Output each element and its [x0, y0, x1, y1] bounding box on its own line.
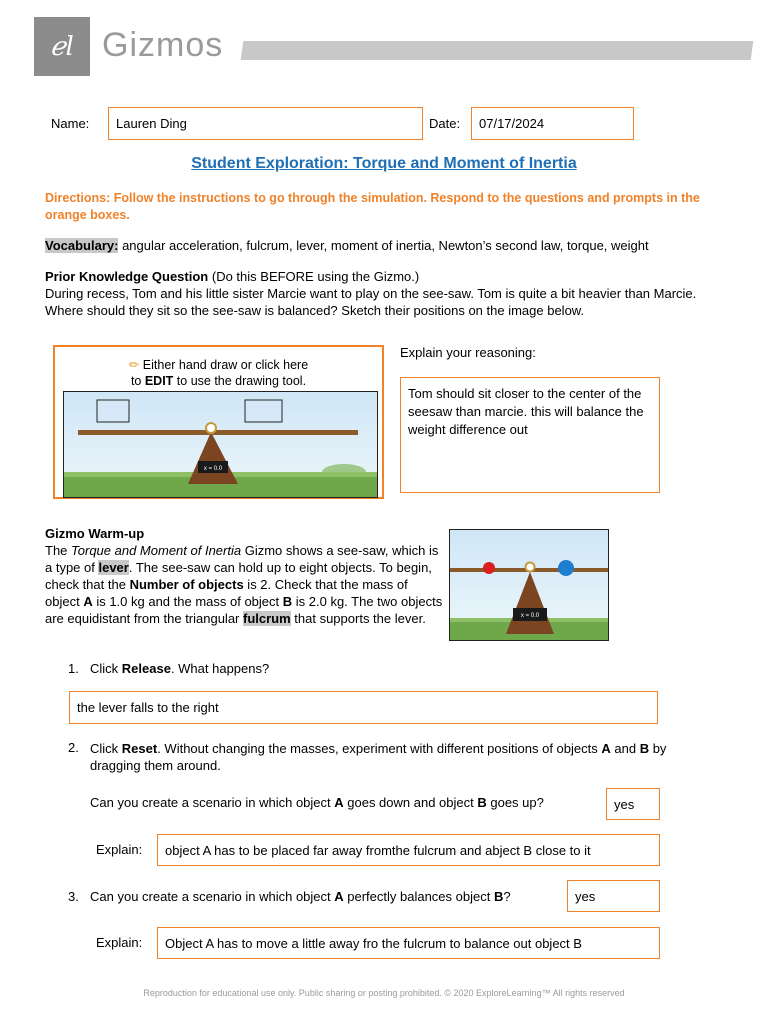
drawing-area[interactable] — [53, 345, 384, 499]
draw-note-rest: to use the drawing tool. — [173, 374, 307, 388]
vocabulary-line — [45, 237, 745, 254]
pivot — [526, 563, 535, 572]
prior-knowledge-note: (Do this BEFORE using the Gizmo.) — [211, 269, 420, 284]
question-2 — [90, 740, 720, 774]
warmup-text: is 2.0 kg. The two objects are equidistant from the triangular — [45, 594, 443, 626]
fulcrum-term: fulcrum — [243, 611, 291, 626]
seesaw-scene — [63, 391, 378, 498]
warmup-text: is 2. Check that the mass of object — [45, 577, 408, 609]
question-2-sub — [90, 795, 544, 810]
draw-note-to: to — [130, 374, 145, 388]
question-3 — [90, 889, 511, 904]
reasoning-answer-box[interactable]: Tom should sit closer to the center of the seesaw than marcie. this will balance the weight difference out — [400, 377, 660, 493]
gizmos-wordmark: Gizmos — [102, 26, 224, 64]
date-field[interactable]: 07/17/2024 — [471, 107, 634, 140]
page-title: Student Exploration: Torque and Moment of Inertia — [191, 155, 577, 172]
object-b-label: B — [639, 741, 650, 756]
object-a-label: A — [334, 795, 344, 810]
seesaw-illustration — [64, 392, 378, 498]
question-3-text: perfectly balances object — [343, 889, 494, 904]
prior-knowledge — [45, 268, 725, 319]
fulcrum-readout: x = 0.0 — [520, 613, 540, 619]
question-1-text: Click — [90, 661, 122, 676]
question-2-explain-box[interactable]: object A has to be placed far away fromthe fulcrum and abject B close to it — [157, 834, 660, 866]
sketch-box-left[interactable] — [97, 400, 129, 422]
fulcrum-readout: x = 0.0 — [203, 466, 223, 472]
warmup-section — [45, 525, 445, 627]
edit-link[interactable]: EDIT — [144, 374, 174, 388]
prior-knowledge-heading: Prior Knowledge Question — [45, 269, 209, 284]
explain-reasoning-label: Explain your reasoning: — [400, 345, 536, 360]
question-2-text: Click — [90, 741, 122, 756]
question-2-explain-label: Explain: — [96, 842, 143, 857]
question-2-text: and — [610, 741, 640, 756]
name-label: Name: — [51, 116, 90, 131]
lever-term: lever — [98, 560, 129, 575]
warmup-text: . The see-saw can hold up to eight objects. To begin, check that the — [45, 560, 432, 592]
question-1-answer-box[interactable]: the lever falls to the right — [69, 691, 658, 724]
vocabulary-terms: angular acceleration, fulcrum, lever, moment of inertia, Newton’s second law, torque, weight — [122, 238, 649, 253]
object-b-label: B — [493, 889, 504, 904]
object-a-ball[interactable] — [483, 562, 495, 574]
draw-note-line1: Either hand draw or click here — [142, 358, 309, 372]
warmup-text: Gizmo shows a see-saw, which is a type of — [45, 543, 439, 575]
question-2-text: by dragging them around. — [90, 741, 667, 773]
footer-copyright: Reproduction for educational use only. Public sharing or posting prohibited. © 2020 ExploreLearning™ All rights reserved — [143, 988, 625, 998]
name-field[interactable]: Lauren Ding — [108, 107, 423, 140]
object-b-label: B — [477, 795, 487, 810]
question-3-number: 3. — [68, 889, 79, 904]
reset-term: Reset — [121, 741, 158, 756]
lever-plank — [78, 430, 358, 435]
object-a-label: A — [334, 889, 344, 904]
question-3-text: Can you create a scenario in which object — [90, 889, 335, 904]
question-2-sub-text: goes up? — [486, 795, 544, 810]
vocabulary-label: Vocabulary: — [45, 238, 119, 253]
object-b-label: B — [282, 594, 293, 609]
gizmo-screenshot — [449, 529, 609, 641]
warmup-text: that supports the lever. — [290, 611, 426, 626]
header-bar — [241, 41, 754, 60]
question-2-sub-text: goes down and object — [343, 795, 478, 810]
question-2-number: 2. — [68, 740, 79, 755]
number-of-objects-term: Number of objects — [129, 577, 244, 592]
question-1 — [90, 661, 269, 676]
object-a-label: A — [601, 741, 611, 756]
prior-knowledge-text: During recess, Tom and his little sister Marcie want to play on the see-saw. Tom is quite a bit heavier than Marcie. Where should they sit so the see-saw is balanced? Sketch their positions on the image below. — [45, 286, 697, 318]
date-label: Date: — [429, 116, 461, 131]
sketch-box-right[interactable] — [245, 400, 282, 422]
question-1-number: 1. — [68, 661, 79, 676]
object-a-label: A — [83, 594, 93, 609]
pivot — [206, 423, 216, 433]
directions: Directions: Follow the instructions to go through the simulation. Respond to the questions and prompts in the orange boxes. — [45, 191, 700, 222]
gizmo-seesaw-illustration — [450, 530, 609, 641]
explorelearning-logo: ℯl — [34, 17, 90, 76]
question-3-text: ? — [503, 889, 511, 904]
question-3-explain-box[interactable]: Object A has to move a little away fro the fulcrum to balance out object B — [157, 927, 660, 959]
question-3-explain-label: Explain: — [96, 935, 143, 950]
warmup-text: is 1.0 kg and the mass of object — [92, 594, 283, 609]
question-1-text: . What happens? — [170, 661, 270, 676]
gizmo-name: Torque and Moment of Inertia — [71, 543, 242, 558]
question-2-sub-text: Can you create a scenario in which object — [90, 795, 335, 810]
pencil-icon: ✏ — [128, 358, 140, 372]
question-2-sub-answer-box[interactable]: yes — [606, 788, 660, 820]
object-b-ball[interactable] — [558, 560, 574, 576]
question-2-text: . Without changing the masses, experiment with different positions of objects — [157, 741, 602, 756]
warmup-text: The — [45, 543, 72, 558]
release-term: Release — [121, 661, 171, 676]
question-3-answer-box[interactable]: yes — [567, 880, 660, 912]
warmup-heading: Gizmo Warm-up — [45, 526, 145, 541]
drawing-instructions[interactable] — [55, 357, 382, 389]
